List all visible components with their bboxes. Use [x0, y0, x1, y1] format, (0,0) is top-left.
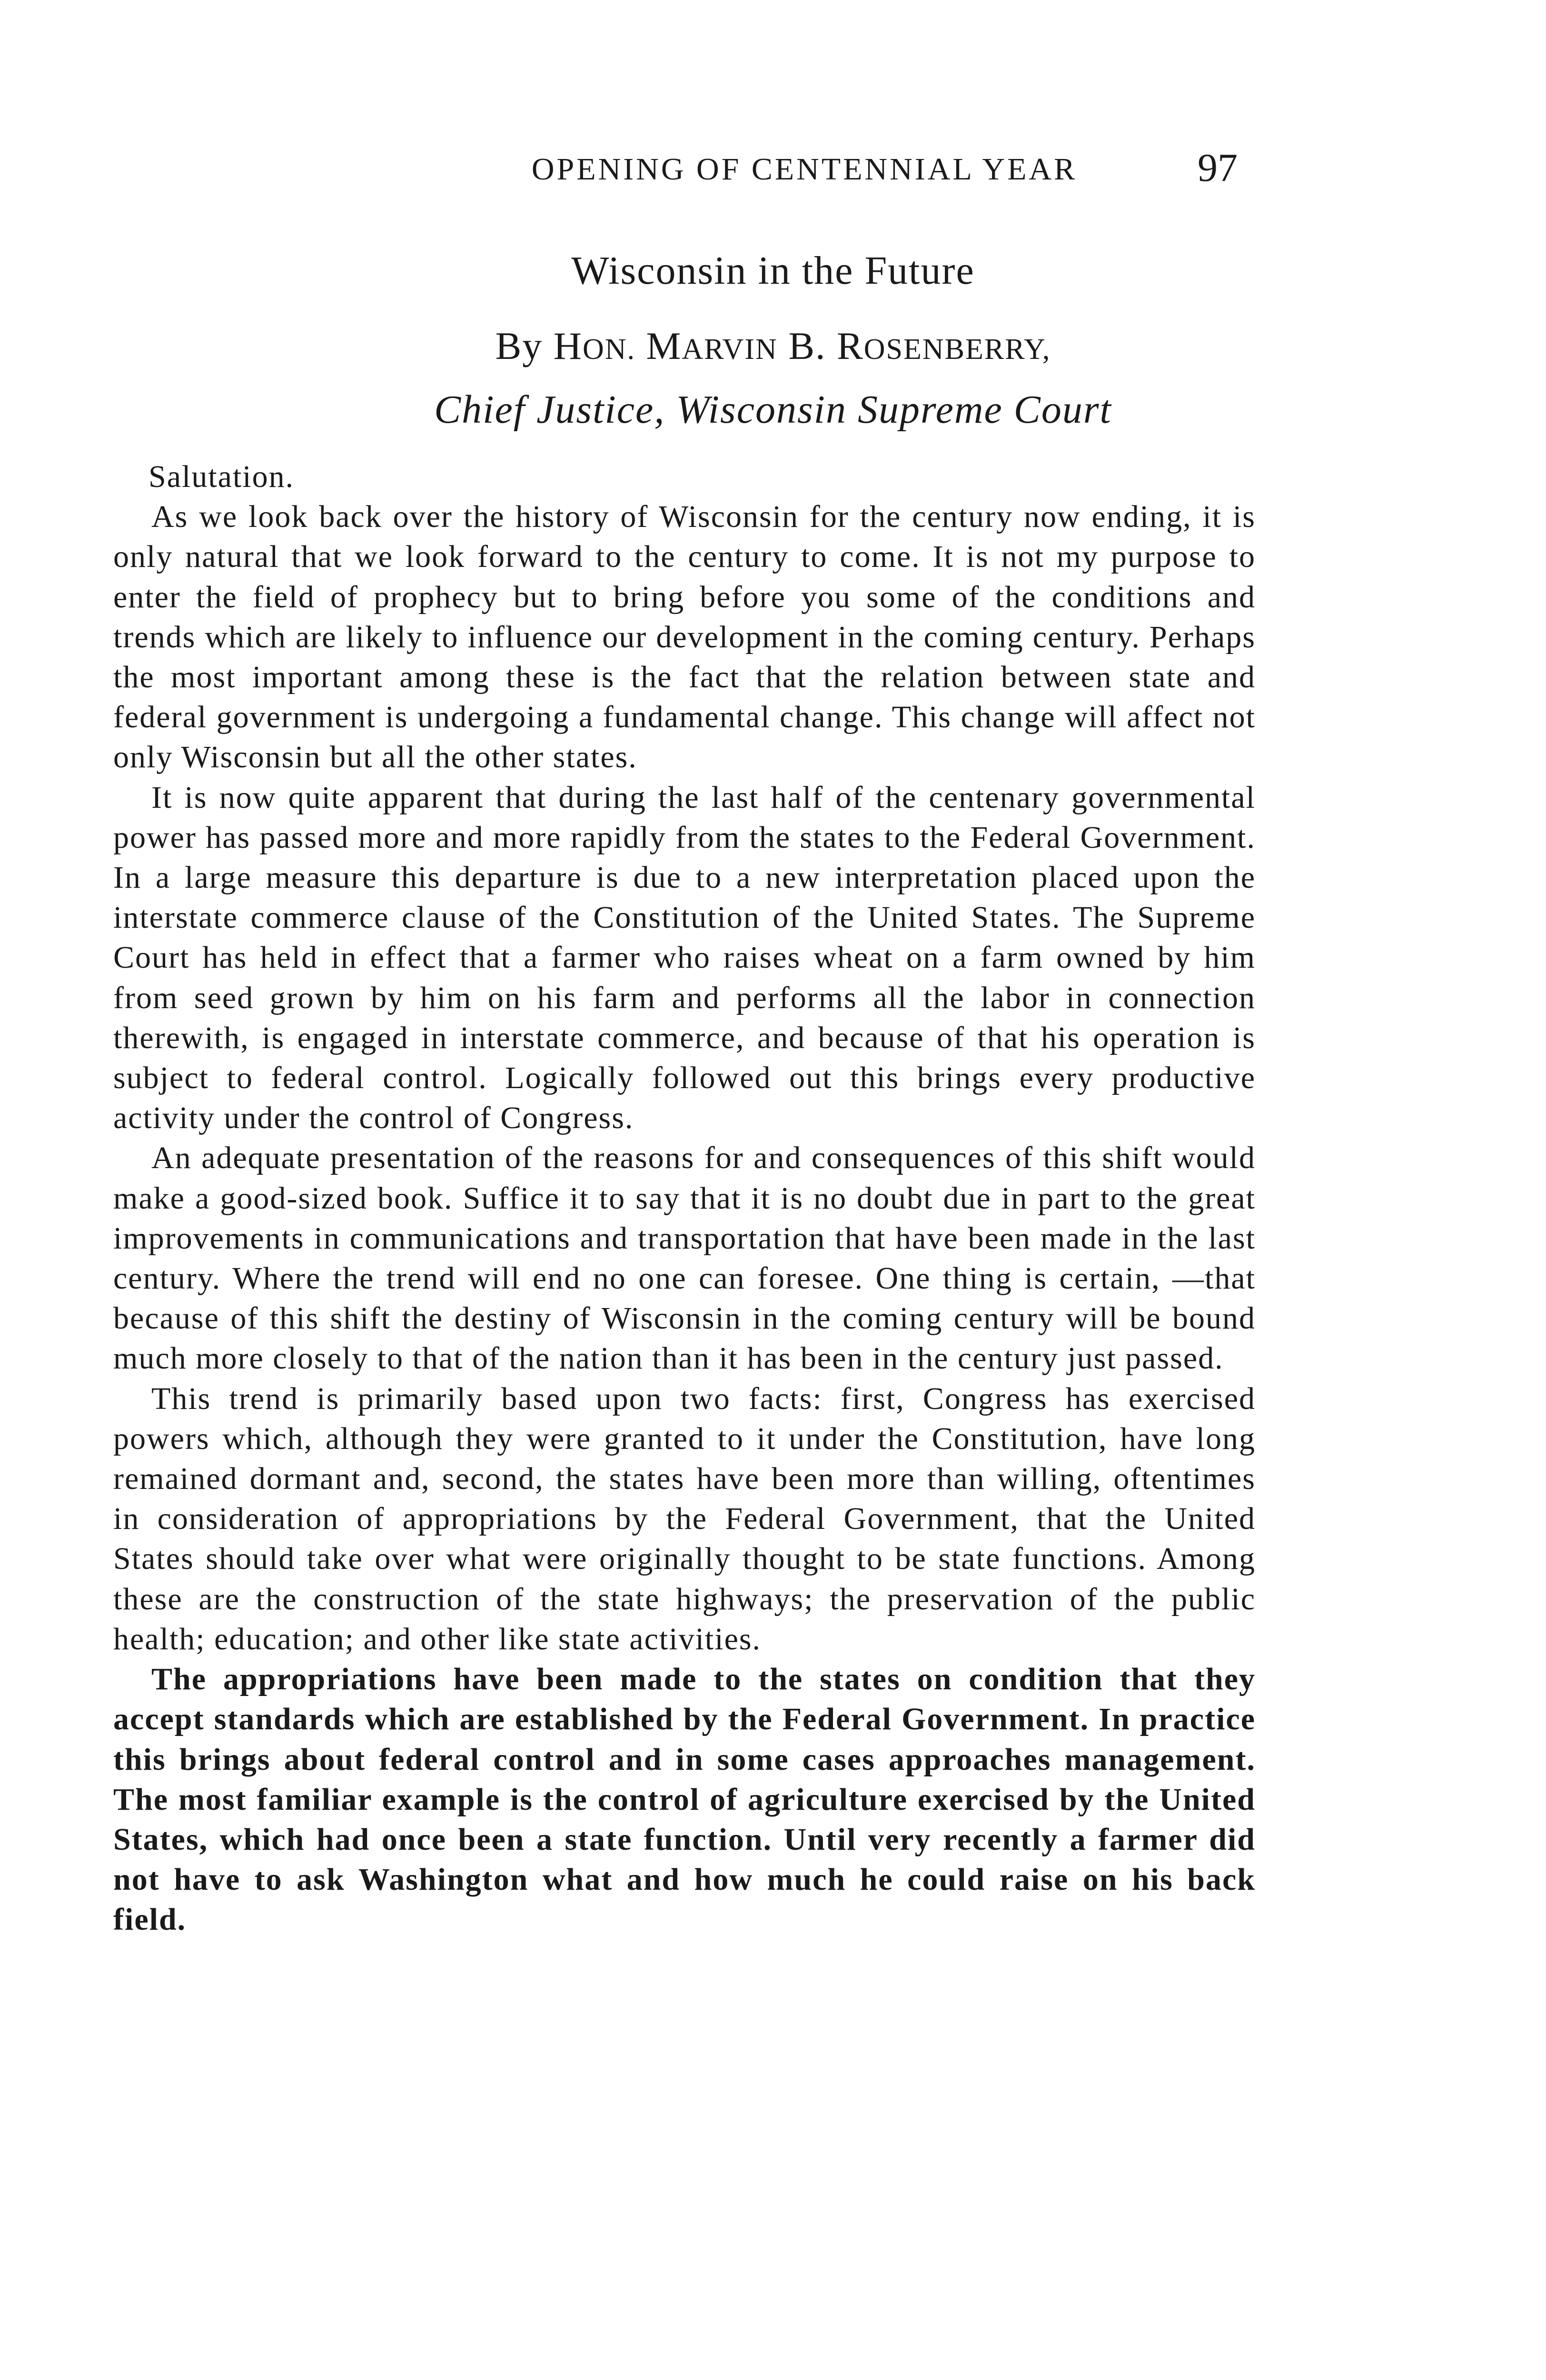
- salutation: Salutation.: [149, 459, 295, 494]
- article-body: [113, 457, 1256, 1940]
- running-head: OPENING OF CENTENNIAL YEAR: [531, 152, 1078, 187]
- paragraph-5: The appropriations have been made to the states on condition that they accept standards which are established by the Federal Government. In practice this brings about federal control and in some cases approaches management. The most familiar example is the control of agriculture exercised by the United States, which had once been a state function. Until very recently a farmer did not have to ask Washington what and how much he could raise on his back field.: [113, 1662, 1256, 1937]
- byline: [0, 324, 1546, 368]
- byline-first-rest: ARVIN: [682, 333, 778, 366]
- byline-hon-rest: ON.: [582, 333, 636, 366]
- byline-first-initial: M: [646, 324, 682, 367]
- byline-hon-initial: H: [553, 324, 583, 367]
- paragraph-4: This trend is primarily based upon two facts: first, Congress has exercised powers which, although they were granted to it under the Constitution, have long remained dormant and, second, the states have been more than willing, oftentimes in consideration of appropriations by the Federal Government, that the United States should take over what were originally thought to be state functions. Among these are the construction of the state highways; the preservation of the public health; education; and other like state activities.: [113, 1381, 1256, 1656]
- page-number: 97: [1198, 146, 1238, 190]
- byline-prefix: By: [495, 324, 554, 367]
- author-position: Chief Justice, Wisconsin Supreme Court: [434, 387, 1112, 432]
- paragraph-3: An adequate presentation of the reasons for and consequences of this shift would make a good-sized book. Suffice it to say that it is no doubt due in part to the great improvements in communications and transportation that have been made in the last century. Where the trend will end no one can foresee. One thing is certain, —that because of this shift the destiny of Wisconsin in the coming century will be bound much more closely to that of the nation than it has been in the century just passed.: [113, 1140, 1256, 1376]
- paragraph-1: As we look back over the history of Wisconsin for the century now ending, it is only natural that we look forward to the century to come. It is not my purpose to enter the field of prophecy but to bring before you some of the conditions and trends which are likely to influence our development in the coming century. Perhaps the most important among these is the fact that the relation between state and federal government is undergoing a fundamental change. This change will affect not only Wisconsin but all the other states.: [113, 499, 1256, 775]
- article-title: Wisconsin in the Future: [571, 248, 975, 293]
- byline-last-rest: OSENBERRY,: [863, 333, 1051, 366]
- byline-middle: B.: [777, 324, 837, 367]
- paragraph-2: It is now quite apparent that during the last half of the centenary governmental power has passed more and more rapidly from the states to the Federal Government. In a large measure this departure is due to a new interpretation placed upon the interstate commerce clause of the Constitution of the United States. The Supreme Court has held in effect that a farmer who raises wheat on a farm owned by him from seed grown by him on his farm and performs all the labor in connection therewith, is engaged in interstate commerce, and because of that his operation is subject to federal control. Logically followed out this brings every productive activity under the control of Congress.: [113, 780, 1256, 1136]
- byline-last-initial: R: [837, 324, 864, 367]
